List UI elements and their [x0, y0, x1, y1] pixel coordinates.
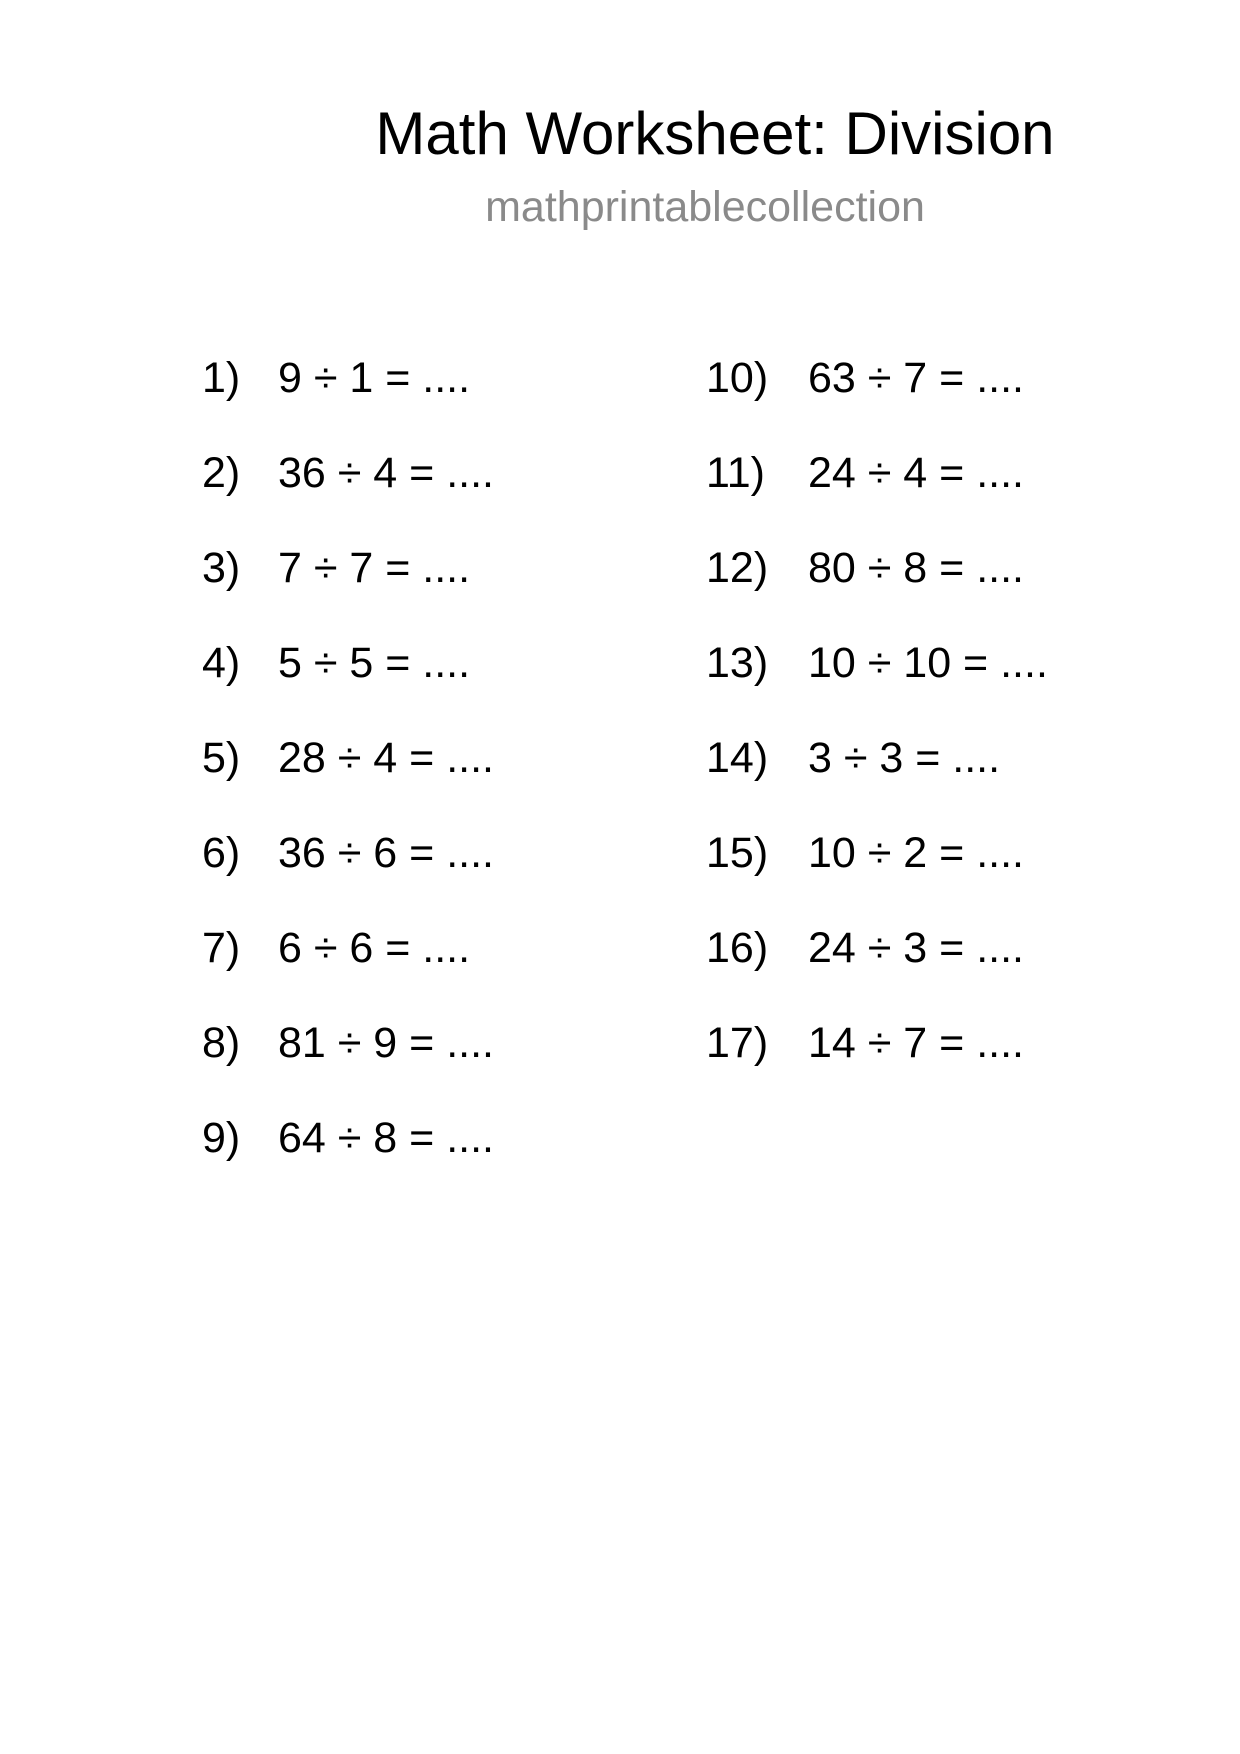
problem-number: 11) — [706, 449, 765, 497]
problem-expression: 80 ÷ 8 = .... — [807, 544, 1024, 592]
problem-expression: 24 ÷ 3 = .... — [807, 924, 1024, 972]
problem-expression: 81 ÷ 9 = .... — [277, 1019, 494, 1067]
problem-expression: 3 ÷ 3 = .... — [807, 734, 1001, 782]
problem-number: 12) — [706, 544, 769, 592]
problem-expression: 10 ÷ 2 = .... — [807, 829, 1024, 877]
problem-expression: 10 ÷ 10 = .... — [807, 639, 1048, 687]
problem-item — [706, 922, 1048, 1017]
problem-number: 1) — [202, 354, 241, 402]
problem-number: 14) — [706, 734, 769, 782]
problem-expression: 9 ÷ 1 = .... — [277, 354, 471, 402]
problem-item — [202, 1017, 494, 1112]
problem-item — [202, 447, 494, 542]
problem-item — [202, 542, 494, 637]
problem-expression: 36 ÷ 6 = .... — [277, 829, 494, 877]
problem-item — [706, 1017, 1048, 1112]
problem-number: 6) — [202, 829, 241, 877]
problem-expression: 63 ÷ 7 = .... — [807, 354, 1024, 402]
problem-number: 2) — [202, 449, 241, 497]
problem-expression: 28 ÷ 4 = .... — [277, 734, 494, 782]
page-title: Math Worksheet: Division — [375, 100, 1055, 167]
problem-number: 9) — [202, 1114, 241, 1162]
problem-expression: 5 ÷ 5 = .... — [277, 639, 471, 687]
problem-item — [706, 732, 1048, 827]
problem-item — [202, 637, 494, 732]
problem-expression: 7 ÷ 7 = .... — [277, 544, 471, 592]
problem-number: 15) — [706, 829, 769, 877]
problem-number: 8) — [202, 1019, 241, 1067]
problem-item — [706, 352, 1048, 447]
problem-number: 5) — [202, 734, 241, 782]
problem-expression: 6 ÷ 6 = .... — [277, 924, 471, 972]
problem-item — [202, 1112, 494, 1207]
problem-number: 17) — [706, 1019, 769, 1067]
problem-item — [202, 352, 494, 447]
problem-number: 3) — [202, 544, 241, 592]
problem-number: 7) — [202, 924, 241, 972]
problem-number: 10) — [706, 354, 769, 402]
problem-item — [706, 637, 1048, 732]
source-label: mathprintablecollection — [485, 183, 925, 231]
problem-expression: 24 ÷ 4 = .... — [807, 449, 1024, 497]
problem-expression: 64 ÷ 8 = .... — [277, 1114, 494, 1162]
problem-expression: 14 ÷ 7 = .... — [807, 1019, 1024, 1067]
problem-item — [202, 827, 494, 922]
problem-item — [202, 732, 494, 827]
problem-list-left — [202, 352, 494, 1207]
problem-number: 16) — [706, 924, 769, 972]
problem-item — [706, 542, 1048, 637]
problem-expression: 36 ÷ 4 = .... — [277, 449, 494, 497]
problem-number: 4) — [202, 639, 241, 687]
problem-item — [202, 922, 494, 1017]
problem-list-right — [706, 352, 1048, 1112]
problem-item — [706, 827, 1048, 922]
problem-item — [706, 447, 1048, 542]
problem-number: 13) — [706, 639, 769, 687]
